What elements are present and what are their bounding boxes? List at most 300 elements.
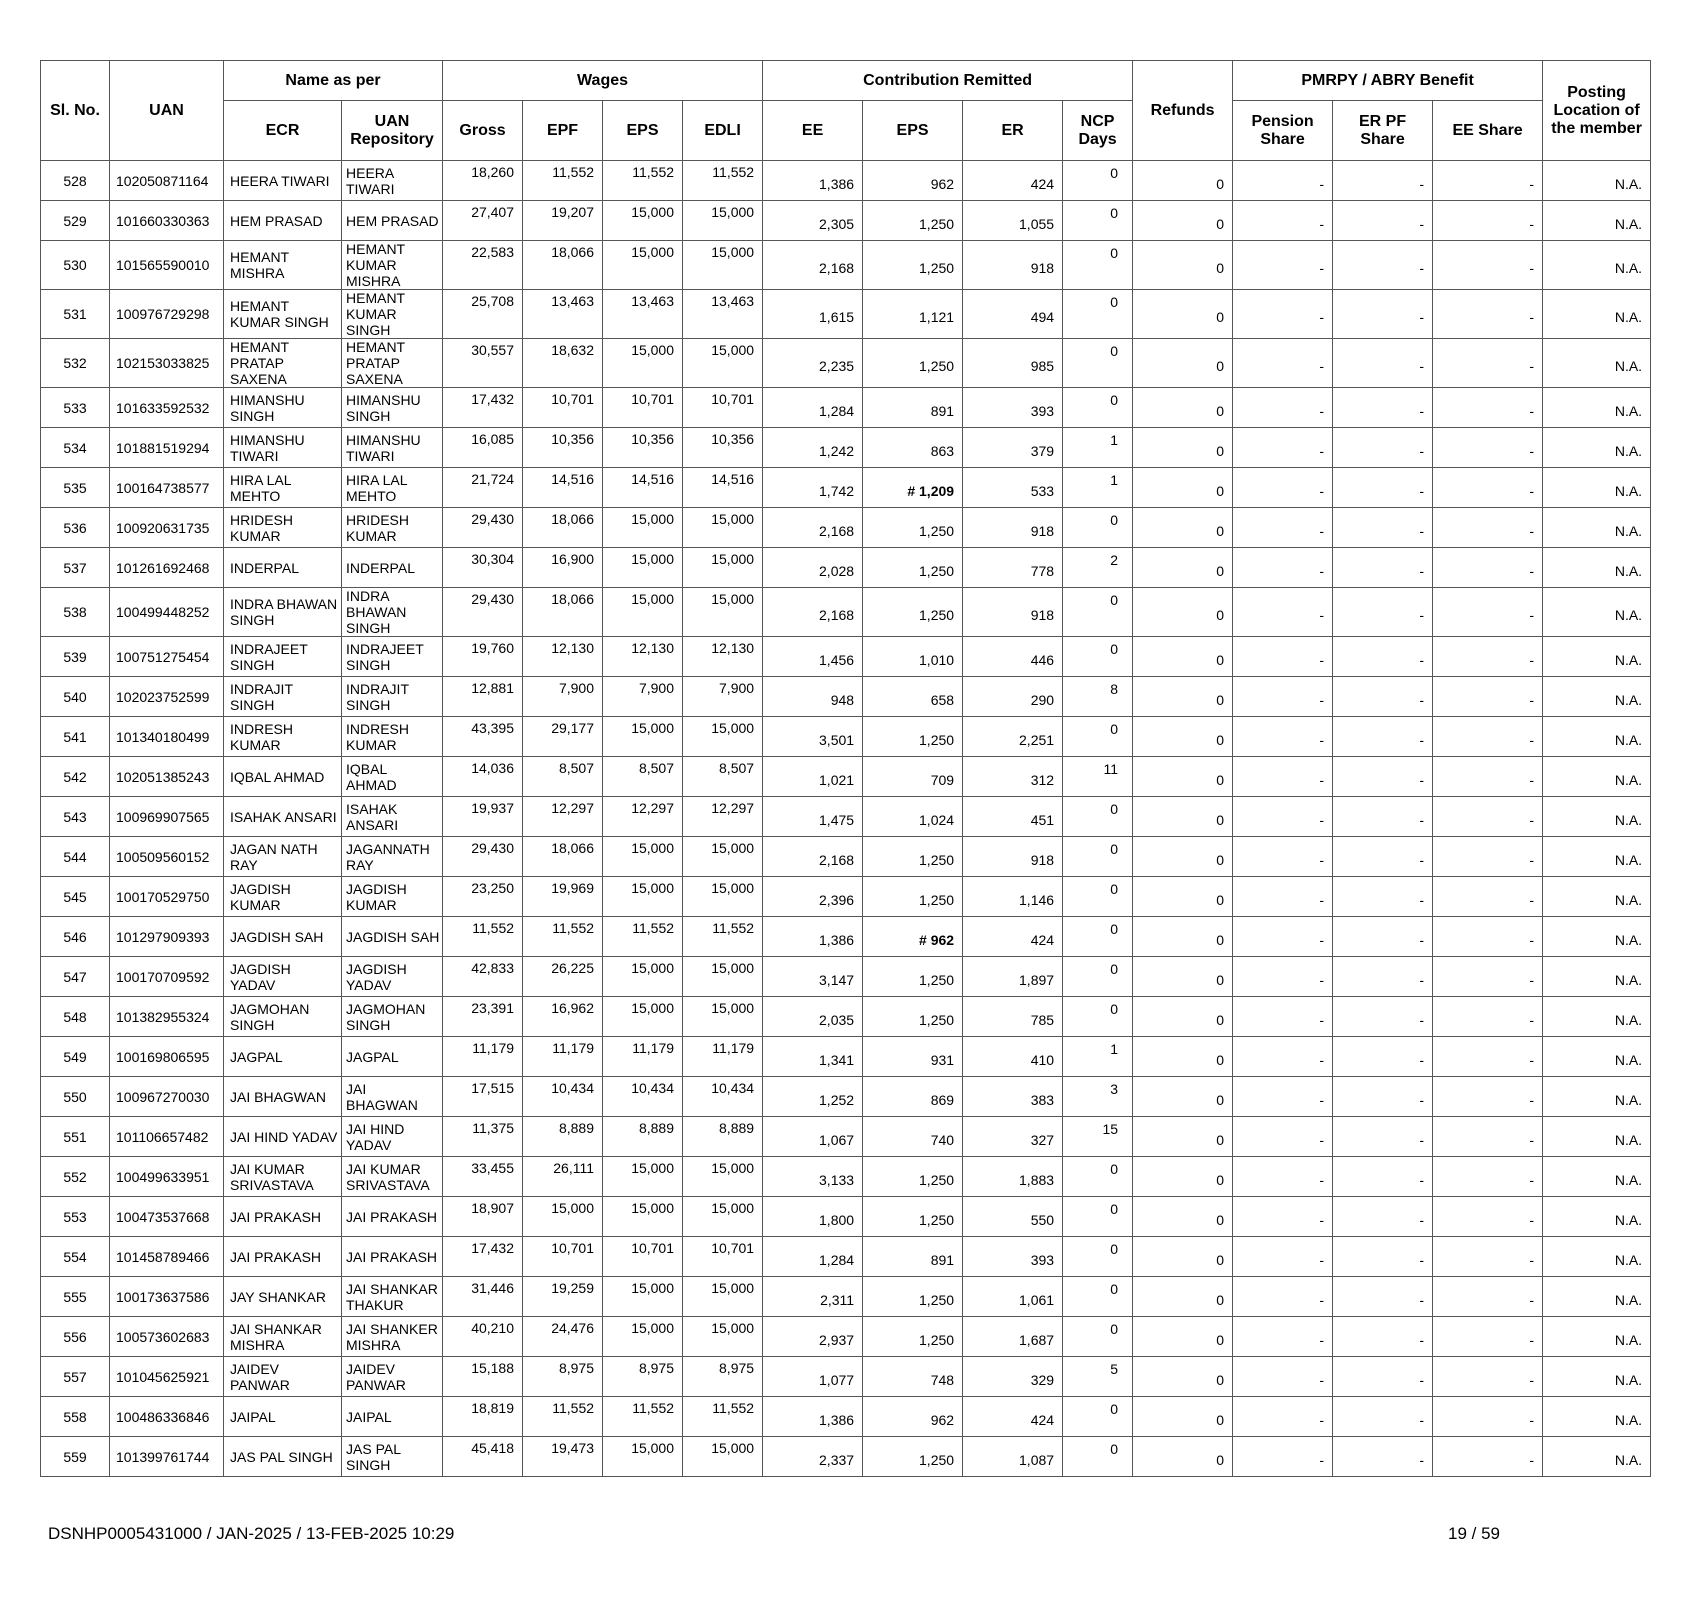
cell-refunds: 0 — [1133, 1157, 1233, 1197]
cell-uan: 101633592532 — [110, 388, 224, 428]
cell-refunds: 0 — [1133, 757, 1233, 797]
header-pension-share: Pension Share — [1233, 101, 1333, 161]
cell-epf: 12,297 — [523, 797, 603, 837]
cell-repository-name: JAI SHANKER MISHRA — [342, 1317, 443, 1357]
cell-pension-share: - — [1233, 201, 1333, 241]
cell-ncp-days: 0 — [1063, 957, 1133, 997]
cell-refunds: 0 — [1133, 1077, 1233, 1117]
table-row — [41, 1037, 1651, 1077]
table-row — [41, 1157, 1651, 1197]
cell-ecr-name: INDRAJIT SINGH — [224, 677, 342, 717]
cell-uan: 100969907565 — [110, 797, 224, 837]
table-row — [41, 339, 1651, 388]
cell-repository-name: JAGDISH YADAV — [342, 957, 443, 997]
cell-ecr-name: HIMANSHU TIWARI — [224, 428, 342, 468]
cell-eps-wages: 15,000 — [603, 1157, 683, 1197]
cell-er: 424 — [963, 1397, 1063, 1437]
cell-ncp-days: 0 — [1063, 997, 1133, 1037]
page-number: 19 / 59 — [1448, 1524, 1500, 1543]
cell-repository-name: INDRAJEET SINGH — [342, 637, 443, 677]
cell-pension-share: - — [1233, 290, 1333, 339]
cell-ncp-days: 0 — [1063, 797, 1133, 837]
cell-eps-wages: 15,000 — [603, 201, 683, 241]
cell-er: 550 — [963, 1197, 1063, 1237]
cell-ncp-days: 2 — [1063, 548, 1133, 588]
cell-ecr-name: JAGDISH KUMAR — [224, 877, 342, 917]
cell-er: 985 — [963, 339, 1063, 388]
cell-refunds: 0 — [1133, 877, 1233, 917]
cell-edli: 15,000 — [683, 877, 763, 917]
cell-ee: 1,284 — [763, 1237, 863, 1277]
cell-ncp-days: 0 — [1063, 717, 1133, 757]
cell-ee-share: - — [1433, 161, 1543, 201]
cell-er-pf-share: - — [1333, 1357, 1433, 1397]
cell-ee-share: - — [1433, 290, 1543, 339]
cell-gross: 21,724 — [443, 468, 523, 508]
cell-ecr-name: ISAHAK ANSARI — [224, 797, 342, 837]
cell-refunds: 0 — [1133, 388, 1233, 428]
cell-ee: 2,035 — [763, 997, 863, 1037]
cell-posting-location: N.A. — [1543, 201, 1651, 241]
cell-repository-name: HIMANSHU SINGH — [342, 388, 443, 428]
cell-epf: 16,900 — [523, 548, 603, 588]
cell-eps-wages: 12,130 — [603, 637, 683, 677]
cell-ee: 2,028 — [763, 548, 863, 588]
cell-pension-share: - — [1233, 1317, 1333, 1357]
cell-edli: 8,975 — [683, 1357, 763, 1397]
cell-er-pf-share: - — [1333, 388, 1433, 428]
cell-gross: 19,937 — [443, 797, 523, 837]
cell-ncp-days: 0 — [1063, 1237, 1133, 1277]
cell-repository-name: JAIPAL — [342, 1397, 443, 1437]
cell-repository-name: INDRESH KUMAR — [342, 717, 443, 757]
table-row — [41, 161, 1651, 201]
cell-er-pf-share: - — [1333, 1037, 1433, 1077]
cell-gross: 18,260 — [443, 161, 523, 201]
cell-eps-wages: 15,000 — [603, 837, 683, 877]
cell-eps-wages: 15,000 — [603, 1277, 683, 1317]
header-edli: EDLI — [683, 101, 763, 161]
cell-uan: 100473537668 — [110, 1197, 224, 1237]
table-row — [41, 1317, 1651, 1357]
cell-ecr-name: HIRA LAL MEHTO — [224, 468, 342, 508]
cell-eps-contribution: 1,250 — [863, 1437, 963, 1477]
cell-uan: 101045625921 — [110, 1357, 224, 1397]
cell-er-pf-share: - — [1333, 548, 1433, 588]
cell-repository-name: HEMANT KUMAR MISHRA — [342, 241, 443, 290]
cell-sl-no: 542 — [41, 757, 110, 797]
cell-sl-no: 537 — [41, 548, 110, 588]
table-row — [41, 201, 1651, 241]
cell-uan: 100164738577 — [110, 468, 224, 508]
cell-refunds: 0 — [1133, 1317, 1233, 1357]
cell-ee: 1,800 — [763, 1197, 863, 1237]
cell-er: 312 — [963, 757, 1063, 797]
cell-edli: 15,000 — [683, 997, 763, 1037]
cell-sl-no: 554 — [41, 1237, 110, 1277]
cell-eps-wages: 15,000 — [603, 588, 683, 637]
cell-eps-wages: 8,507 — [603, 757, 683, 797]
cell-eps-wages: 8,975 — [603, 1357, 683, 1397]
cell-repository-name: JAGPAL — [342, 1037, 443, 1077]
cell-edli: 15,000 — [683, 548, 763, 588]
cell-uan: 101881519294 — [110, 428, 224, 468]
cell-ecr-name: INDRESH KUMAR — [224, 717, 342, 757]
cell-posting-location: N.A. — [1543, 241, 1651, 290]
cell-ncp-days: 11 — [1063, 757, 1133, 797]
cell-er: 533 — [963, 468, 1063, 508]
cell-pension-share: - — [1233, 717, 1333, 757]
cell-epf: 19,259 — [523, 1277, 603, 1317]
cell-eps-contribution: 1,250 — [863, 241, 963, 290]
cell-gross: 11,179 — [443, 1037, 523, 1077]
cell-pension-share: - — [1233, 677, 1333, 717]
cell-refunds: 0 — [1133, 677, 1233, 717]
table-row — [41, 290, 1651, 339]
cell-uan: 100169806595 — [110, 1037, 224, 1077]
cell-ee-share: - — [1433, 388, 1543, 428]
cell-edli: 14,516 — [683, 468, 763, 508]
cell-ncp-days: 0 — [1063, 1397, 1133, 1437]
cell-epf: 8,889 — [523, 1117, 603, 1157]
table-row — [41, 957, 1651, 997]
cell-refunds: 0 — [1133, 1037, 1233, 1077]
cell-er-pf-share: - — [1333, 1157, 1433, 1197]
cell-ncp-days: 8 — [1063, 677, 1133, 717]
cell-epf: 13,463 — [523, 290, 603, 339]
cell-refunds: 0 — [1133, 1357, 1233, 1397]
cell-refunds: 0 — [1133, 1397, 1233, 1437]
cell-ee: 1,284 — [763, 388, 863, 428]
cell-eps-wages: 15,000 — [603, 1197, 683, 1237]
cell-ncp-days: 0 — [1063, 241, 1133, 290]
cell-eps-contribution: 748 — [863, 1357, 963, 1397]
cell-uan: 100751275454 — [110, 637, 224, 677]
cell-ecr-name: JAIDEV PANWAR — [224, 1357, 342, 1397]
cell-gross: 45,418 — [443, 1437, 523, 1477]
cell-edli: 15,000 — [683, 508, 763, 548]
cell-posting-location: N.A. — [1543, 1277, 1651, 1317]
cell-gross: 11,375 — [443, 1117, 523, 1157]
eps-flagged-value: # 1,209 — [907, 482, 955, 499]
cell-edli: 7,900 — [683, 677, 763, 717]
cell-repository-name: HEMANT KUMAR SINGH — [342, 290, 443, 339]
cell-epf: 7,900 — [523, 677, 603, 717]
table-row — [41, 757, 1651, 797]
cell-uan: 100173637586 — [110, 1277, 224, 1317]
cell-ee-share: - — [1433, 877, 1543, 917]
cell-repository-name: INDRAJIT SINGH — [342, 677, 443, 717]
cell-eps-contribution: 962 — [863, 161, 963, 201]
cell-edli: 10,434 — [683, 1077, 763, 1117]
cell-refunds: 0 — [1133, 1117, 1233, 1157]
cell-sl-no: 532 — [41, 339, 110, 388]
cell-er-pf-share: - — [1333, 1317, 1433, 1357]
header-epf: EPF — [523, 101, 603, 161]
cell-posting-location: N.A. — [1543, 161, 1651, 201]
cell-eps-contribution: 931 — [863, 1037, 963, 1077]
cell-epf: 19,969 — [523, 877, 603, 917]
cell-ncp-days: 1 — [1063, 1037, 1133, 1077]
cell-pension-share: - — [1233, 1157, 1333, 1197]
cell-eps-wages: 15,000 — [603, 1317, 683, 1357]
cell-ee: 3,501 — [763, 717, 863, 757]
cell-edli: 15,000 — [683, 588, 763, 637]
cell-epf: 16,962 — [523, 997, 603, 1037]
cell-ee: 948 — [763, 677, 863, 717]
cell-sl-no: 541 — [41, 717, 110, 757]
cell-uan: 100920631735 — [110, 508, 224, 548]
cell-edli: 15,000 — [683, 837, 763, 877]
cell-eps-contribution: 962 — [863, 1397, 963, 1437]
cell-ncp-days: 0 — [1063, 1197, 1133, 1237]
cell-repository-name: HIRA LAL MEHTO — [342, 468, 443, 508]
cell-eps-wages: 12,297 — [603, 797, 683, 837]
cell-refunds: 0 — [1133, 548, 1233, 588]
cell-refunds: 0 — [1133, 797, 1233, 837]
cell-eps-wages: 10,701 — [603, 388, 683, 428]
cell-ee: 1,386 — [763, 161, 863, 201]
table-row — [41, 388, 1651, 428]
header-ee-share: EE Share — [1433, 101, 1543, 161]
cell-ee-share: - — [1433, 637, 1543, 677]
cell-pension-share: - — [1233, 339, 1333, 388]
cell-er-pf-share: - — [1333, 837, 1433, 877]
cell-ecr-name: JAI HIND YADAV — [224, 1117, 342, 1157]
cell-refunds: 0 — [1133, 917, 1233, 957]
table-row — [41, 241, 1651, 290]
cell-ecr-name: JAI SHANKAR MISHRA — [224, 1317, 342, 1357]
cell-ee-share: - — [1433, 1277, 1543, 1317]
cell-ecr-name: JAGDISH SAH — [224, 917, 342, 957]
table-row — [41, 1197, 1651, 1237]
cell-uan: 102051385243 — [110, 757, 224, 797]
cell-epf: 11,552 — [523, 161, 603, 201]
cell-ncp-days: 0 — [1063, 161, 1133, 201]
cell-epf: 26,225 — [523, 957, 603, 997]
cell-repository-name: IQBAL AHMAD — [342, 757, 443, 797]
cell-eps-contribution: 709 — [863, 757, 963, 797]
footer-reference: DSNHP0005431000 / JAN-2025 / 13-FEB-2025 10:29 — [48, 1524, 455, 1543]
cell-eps-wages: 15,000 — [603, 957, 683, 997]
cell-eps-contribution: 1,250 — [863, 339, 963, 388]
cell-epf: 11,552 — [523, 917, 603, 957]
cell-posting-location: N.A. — [1543, 290, 1651, 339]
cell-ee: 2,168 — [763, 508, 863, 548]
cell-eps-wages: 8,889 — [603, 1117, 683, 1157]
cell-eps-wages: 15,000 — [603, 1437, 683, 1477]
cell-repository-name: JAI PRAKASH — [342, 1237, 443, 1277]
cell-eps-wages: 11,552 — [603, 1397, 683, 1437]
cell-gross: 23,250 — [443, 877, 523, 917]
cell-uan: 101565590010 — [110, 241, 224, 290]
cell-repository-name: HIMANSHU TIWARI — [342, 428, 443, 468]
cell-refunds: 0 — [1133, 201, 1233, 241]
table-row — [41, 917, 1651, 957]
cell-refunds: 0 — [1133, 637, 1233, 677]
cell-refunds: 0 — [1133, 588, 1233, 637]
cell-eps-contribution: 1,250 — [863, 1277, 963, 1317]
cell-edli: 10,701 — [683, 1237, 763, 1277]
cell-er-pf-share: - — [1333, 677, 1433, 717]
cell-sl-no: 559 — [41, 1437, 110, 1477]
cell-repository-name: INDERPAL — [342, 548, 443, 588]
cell-uan: 100486336846 — [110, 1397, 224, 1437]
cell-edli: 11,179 — [683, 1037, 763, 1077]
cell-sl-no: 533 — [41, 388, 110, 428]
cell-er: 446 — [963, 637, 1063, 677]
cell-ncp-days: 5 — [1063, 1357, 1133, 1397]
cell-er: 290 — [963, 677, 1063, 717]
cell-pension-share: - — [1233, 957, 1333, 997]
cell-edli: 15,000 — [683, 1437, 763, 1477]
table-row — [41, 1077, 1651, 1117]
cell-ncp-days: 3 — [1063, 1077, 1133, 1117]
cell-eps-contribution: 891 — [863, 1237, 963, 1277]
cell-gross: 23,391 — [443, 997, 523, 1037]
cell-er-pf-share: - — [1333, 1197, 1433, 1237]
cell-eps-contribution: 1,121 — [863, 290, 963, 339]
cell-sl-no: 543 — [41, 797, 110, 837]
cell-ee: 3,147 — [763, 957, 863, 997]
cell-gross: 16,085 — [443, 428, 523, 468]
cell-edli: 15,000 — [683, 1197, 763, 1237]
cell-ee-share: - — [1433, 1037, 1543, 1077]
cell-ecr-name: HEM PRASAD — [224, 201, 342, 241]
cell-pension-share: - — [1233, 917, 1333, 957]
header-ecr: ECR — [224, 101, 342, 161]
cell-er: 329 — [963, 1357, 1063, 1397]
cell-pension-share: - — [1233, 508, 1333, 548]
table-row — [41, 677, 1651, 717]
cell-uan: 101340180499 — [110, 717, 224, 757]
cell-ee: 1,341 — [763, 1037, 863, 1077]
cell-posting-location: N.A. — [1543, 1237, 1651, 1277]
cell-gross: 27,407 — [443, 201, 523, 241]
cell-er: 451 — [963, 797, 1063, 837]
cell-edli: 10,356 — [683, 428, 763, 468]
cell-ee-share: - — [1433, 339, 1543, 388]
cell-ee: 1,067 — [763, 1117, 863, 1157]
cell-ee-share: - — [1433, 468, 1543, 508]
cell-ee-share: - — [1433, 957, 1543, 997]
cell-er: 1,055 — [963, 201, 1063, 241]
cell-eps-wages: 15,000 — [603, 717, 683, 757]
header-name-as-per: Name as per — [224, 61, 443, 101]
cell-pension-share: - — [1233, 588, 1333, 637]
cell-gross: 43,395 — [443, 717, 523, 757]
cell-er: 424 — [963, 917, 1063, 957]
cell-refunds: 0 — [1133, 339, 1233, 388]
table-row — [41, 637, 1651, 677]
cell-sl-no: 534 — [41, 428, 110, 468]
cell-repository-name: HEERA TIWARI — [342, 161, 443, 201]
cell-epf: 24,476 — [523, 1317, 603, 1357]
cell-gross: 42,833 — [443, 957, 523, 997]
cell-eps-contribution: 1,250 — [863, 957, 963, 997]
cell-uan: 102050871164 — [110, 161, 224, 201]
cell-er: 424 — [963, 161, 1063, 201]
cell-edli: 15,000 — [683, 1157, 763, 1197]
cell-epf: 10,434 — [523, 1077, 603, 1117]
cell-er: 393 — [963, 388, 1063, 428]
cell-ecr-name: JAS PAL SINGH — [224, 1437, 342, 1477]
cell-epf: 8,975 — [523, 1357, 603, 1397]
cell-ecr-name: JAGAN NATH RAY — [224, 837, 342, 877]
cell-refunds: 0 — [1133, 997, 1233, 1037]
header-ee: EE — [763, 101, 863, 161]
cell-repository-name: JAI SHANKAR THAKUR — [342, 1277, 443, 1317]
cell-ee-share: - — [1433, 757, 1543, 797]
cell-sl-no: 529 — [41, 201, 110, 241]
cell-edli: 12,297 — [683, 797, 763, 837]
cell-pension-share: - — [1233, 388, 1333, 428]
table-row — [41, 588, 1651, 637]
cell-uan: 100499633951 — [110, 1157, 224, 1197]
cell-posting-location: N.A. — [1543, 637, 1651, 677]
header-uan: UAN — [110, 61, 224, 161]
cell-eps-wages: 15,000 — [603, 877, 683, 917]
cell-gross: 18,819 — [443, 1397, 523, 1437]
header-ncp-days: NCP Days — [1063, 101, 1133, 161]
cell-er-pf-share: - — [1333, 957, 1433, 997]
cell-er: 494 — [963, 290, 1063, 339]
cell-repository-name: ISAHAK ANSARI — [342, 797, 443, 837]
cell-er-pf-share: - — [1333, 468, 1433, 508]
cell-posting-location: N.A. — [1543, 588, 1651, 637]
cell-er: 410 — [963, 1037, 1063, 1077]
cell-er: 918 — [963, 241, 1063, 290]
cell-edli: 15,000 — [683, 241, 763, 290]
cell-gross: 15,188 — [443, 1357, 523, 1397]
cell-eps-wages: 10,356 — [603, 428, 683, 468]
cell-ecr-name: JAGMOHAN SINGH — [224, 997, 342, 1037]
cell-pension-share: - — [1233, 548, 1333, 588]
cell-eps-contribution: 1,250 — [863, 1157, 963, 1197]
cell-ee-share: - — [1433, 548, 1543, 588]
cell-er: 393 — [963, 1237, 1063, 1277]
cell-sl-no: 552 — [41, 1157, 110, 1197]
cell-eps-wages: 13,463 — [603, 290, 683, 339]
cell-er-pf-share: - — [1333, 637, 1433, 677]
cell-posting-location: N.A. — [1543, 428, 1651, 468]
cell-ee-share: - — [1433, 508, 1543, 548]
table-row — [41, 1357, 1651, 1397]
cell-edli: 15,000 — [683, 339, 763, 388]
cell-pension-share: - — [1233, 837, 1333, 877]
cell-gross: 29,430 — [443, 588, 523, 637]
cell-ecr-name: INDRAJEET SINGH — [224, 637, 342, 677]
cell-posting-location: N.A. — [1543, 1317, 1651, 1357]
cell-sl-no: 550 — [41, 1077, 110, 1117]
cell-gross: 40,210 — [443, 1317, 523, 1357]
cell-er-pf-share: - — [1333, 201, 1433, 241]
cell-er: 327 — [963, 1117, 1063, 1157]
header-sl-no: Sl. No. — [41, 61, 110, 161]
cell-ncp-days: 0 — [1063, 339, 1133, 388]
cell-ecr-name: JAGPAL — [224, 1037, 342, 1077]
cell-uan: 101399761744 — [110, 1437, 224, 1477]
cell-epf: 18,066 — [523, 508, 603, 548]
cell-pension-share: - — [1233, 241, 1333, 290]
cell-er: 918 — [963, 837, 1063, 877]
cell-ee-share: - — [1433, 201, 1543, 241]
cell-ee-share: - — [1433, 588, 1543, 637]
cell-er: 1,883 — [963, 1157, 1063, 1197]
cell-ncp-days: 0 — [1063, 837, 1133, 877]
cell-ee-share: - — [1433, 837, 1543, 877]
header-uan-repository: UAN Repository — [342, 101, 443, 161]
